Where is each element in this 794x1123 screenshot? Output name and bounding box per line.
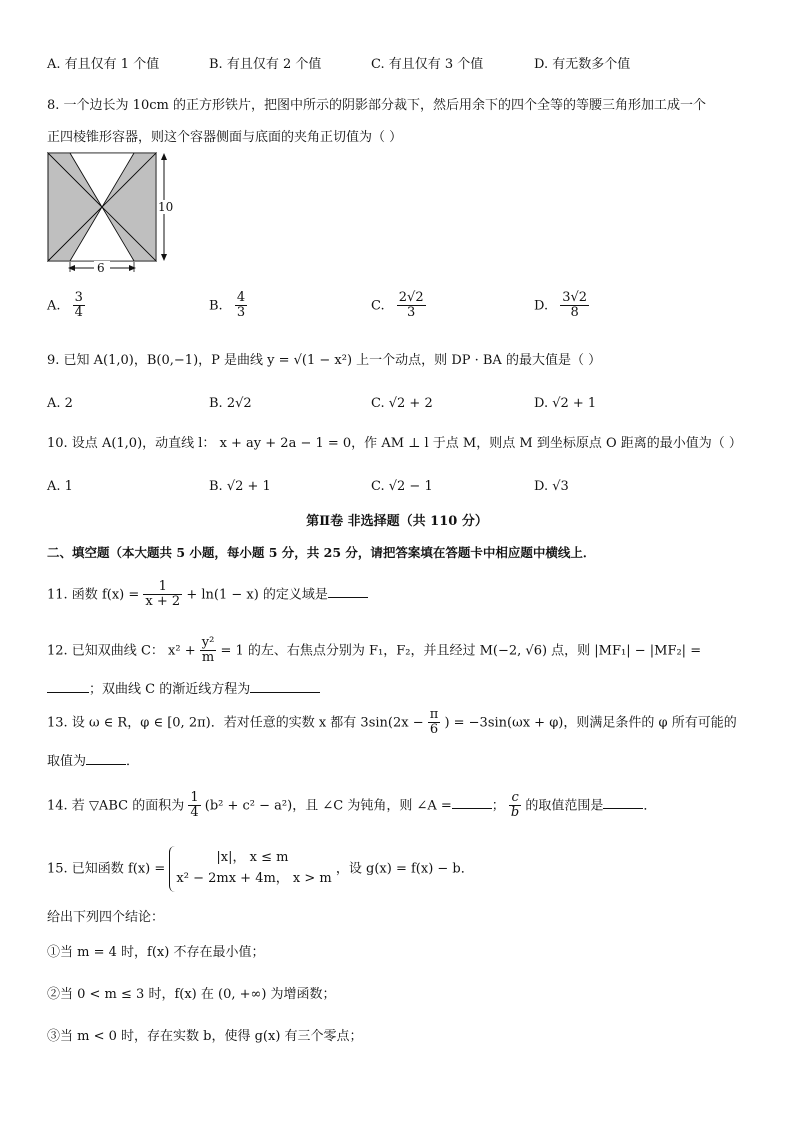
conclusion-1: ①当 m = 4 时，f(x) 不存在最小值； [47,945,265,960]
q15-stem: 15. 已知函数 f(x) = |x|， x ≤ m x² − 2mx + 4m， x > m ，设 g(x) = f(x) − b． [47,846,474,892]
q8-option-c: C. $\frac{2√2}{3}$ [371,290,424,321]
q14-stem: 14. 若 ▽ABC 的面积为 $\frac{1}{4}$ (b² + c² − a²)，且 ∠C 为钝角，则 ∠A = ； $\frac{c}{b}$ 的取值范围是 ． [47,790,657,821]
part2-heading: 二、填空题（本大题共 5 小题，每小题 5 分，共 25 分，请把答案填在答题卡中相应题中横线上． [47,545,596,560]
q10-option-d: D. √3 [534,479,569,494]
q12-stem-line2: ；双曲线 C 的渐近线方程为 [47,683,320,696]
q13-stem-line2: 取值为 ． [47,754,140,769]
q9-stem: 9. 已知 A(1,0)，B(0,−1)，P 是曲线 y = √(1 − x²) 上一个动点，则 DP · BA 的最大值是（ ） [47,353,602,368]
conclusion-3: ③当 m < 0 时，存在实数 b，使得 g(x) 有三个零点； [47,1029,363,1044]
q10-option-b: B. √2 + 1 [209,479,271,494]
q8-option-a: A. $\frac{3}{4}$ [47,290,83,321]
section2-title: 第Ⅱ卷 非选择题（共 110 分） [306,514,488,529]
conclusions-intro: 给出下列四个结论： [47,910,165,925]
q12-stem: 12. 已知双曲线 C： x² + $\frac{\text{y²}}{m}$ = 1 的左、右焦点分别为 F₁，F₂，并且经过 M(−2, √6) 点，则 |MF₁| − |MF₂| = [47,635,702,666]
q8-option-b: B. $\frac{4}{3}$ [209,290,246,321]
q13-stem: 13. 设 ω ∈ R，φ ∈ [0, 2π)．若对任意的实数 x 都有 3sin(2x − $\frac{\pi}{6}$ ) = −3sin(ωx + φ)，则满足条件的 φ 所有可能的 [47,707,737,738]
q14-answer-blank-1 [452,807,492,809]
q7-option-a: A. 有且仅有 1 个值 [47,57,160,72]
q9-option-c: C. √2 + 2 [371,396,433,411]
q9-option-b: B. 2√2 [209,396,252,411]
q8-option-d: D. $\frac{3√2}{8}$ [534,290,588,321]
q12-answer-blank-2 [250,691,320,693]
q7-option-c: C. 有且仅有 3 个值 [371,57,484,72]
q8-figure-side-label: 10 [158,200,174,214]
q9-option-d: D. √2 + 1 [534,396,597,411]
q10-option-a: A. 1 [47,479,73,494]
conclusion-2: ②当 0 < m ≤ 3 时，f(x) 在 (0, +∞) 为增函数； [47,987,336,1002]
q9-option-a: A. 2 [47,396,73,411]
q15-piecewise: |x|， x ≤ m x² − 2mx + 4m， x > m [169,846,331,892]
q8-stem-line1: 8. 一个边长为 10cm 的正方形铁片，把图中所示的阴影部分裁下，然后用余下的四个全等的等腰三角形加工成一个 [47,98,706,113]
q13-answer-blank [86,763,126,765]
q14-answer-blank-2 [603,807,643,809]
q12-answer-blank-1 [47,691,89,693]
q11-answer-blank [328,596,368,598]
q8-figure-bottom-label: 6 [97,261,105,275]
q8-stem-line2: 正四棱锥形容器，则这个容器侧面与底面的夹角正切值为（ ） [47,130,403,145]
q7-option-b: B. 有且仅有 2 个值 [209,57,322,72]
q10-option-c: C. √2 − 1 [371,479,433,494]
q7-option-d: D. 有无数多个值 [534,57,631,72]
q11-stem: 11. 函数 f(x) = $\frac{1}{x + 2}$ + ln(1 − x) 的定义域是 [47,580,368,610]
q10-stem: 10. 设点 A(1,0)，动直线 l： x + ay + 2a − 1 = 0，作 AM ⊥ l 于点 M，则点 M 到坐标原点 O 距离的最小值为（ ） [47,436,742,451]
